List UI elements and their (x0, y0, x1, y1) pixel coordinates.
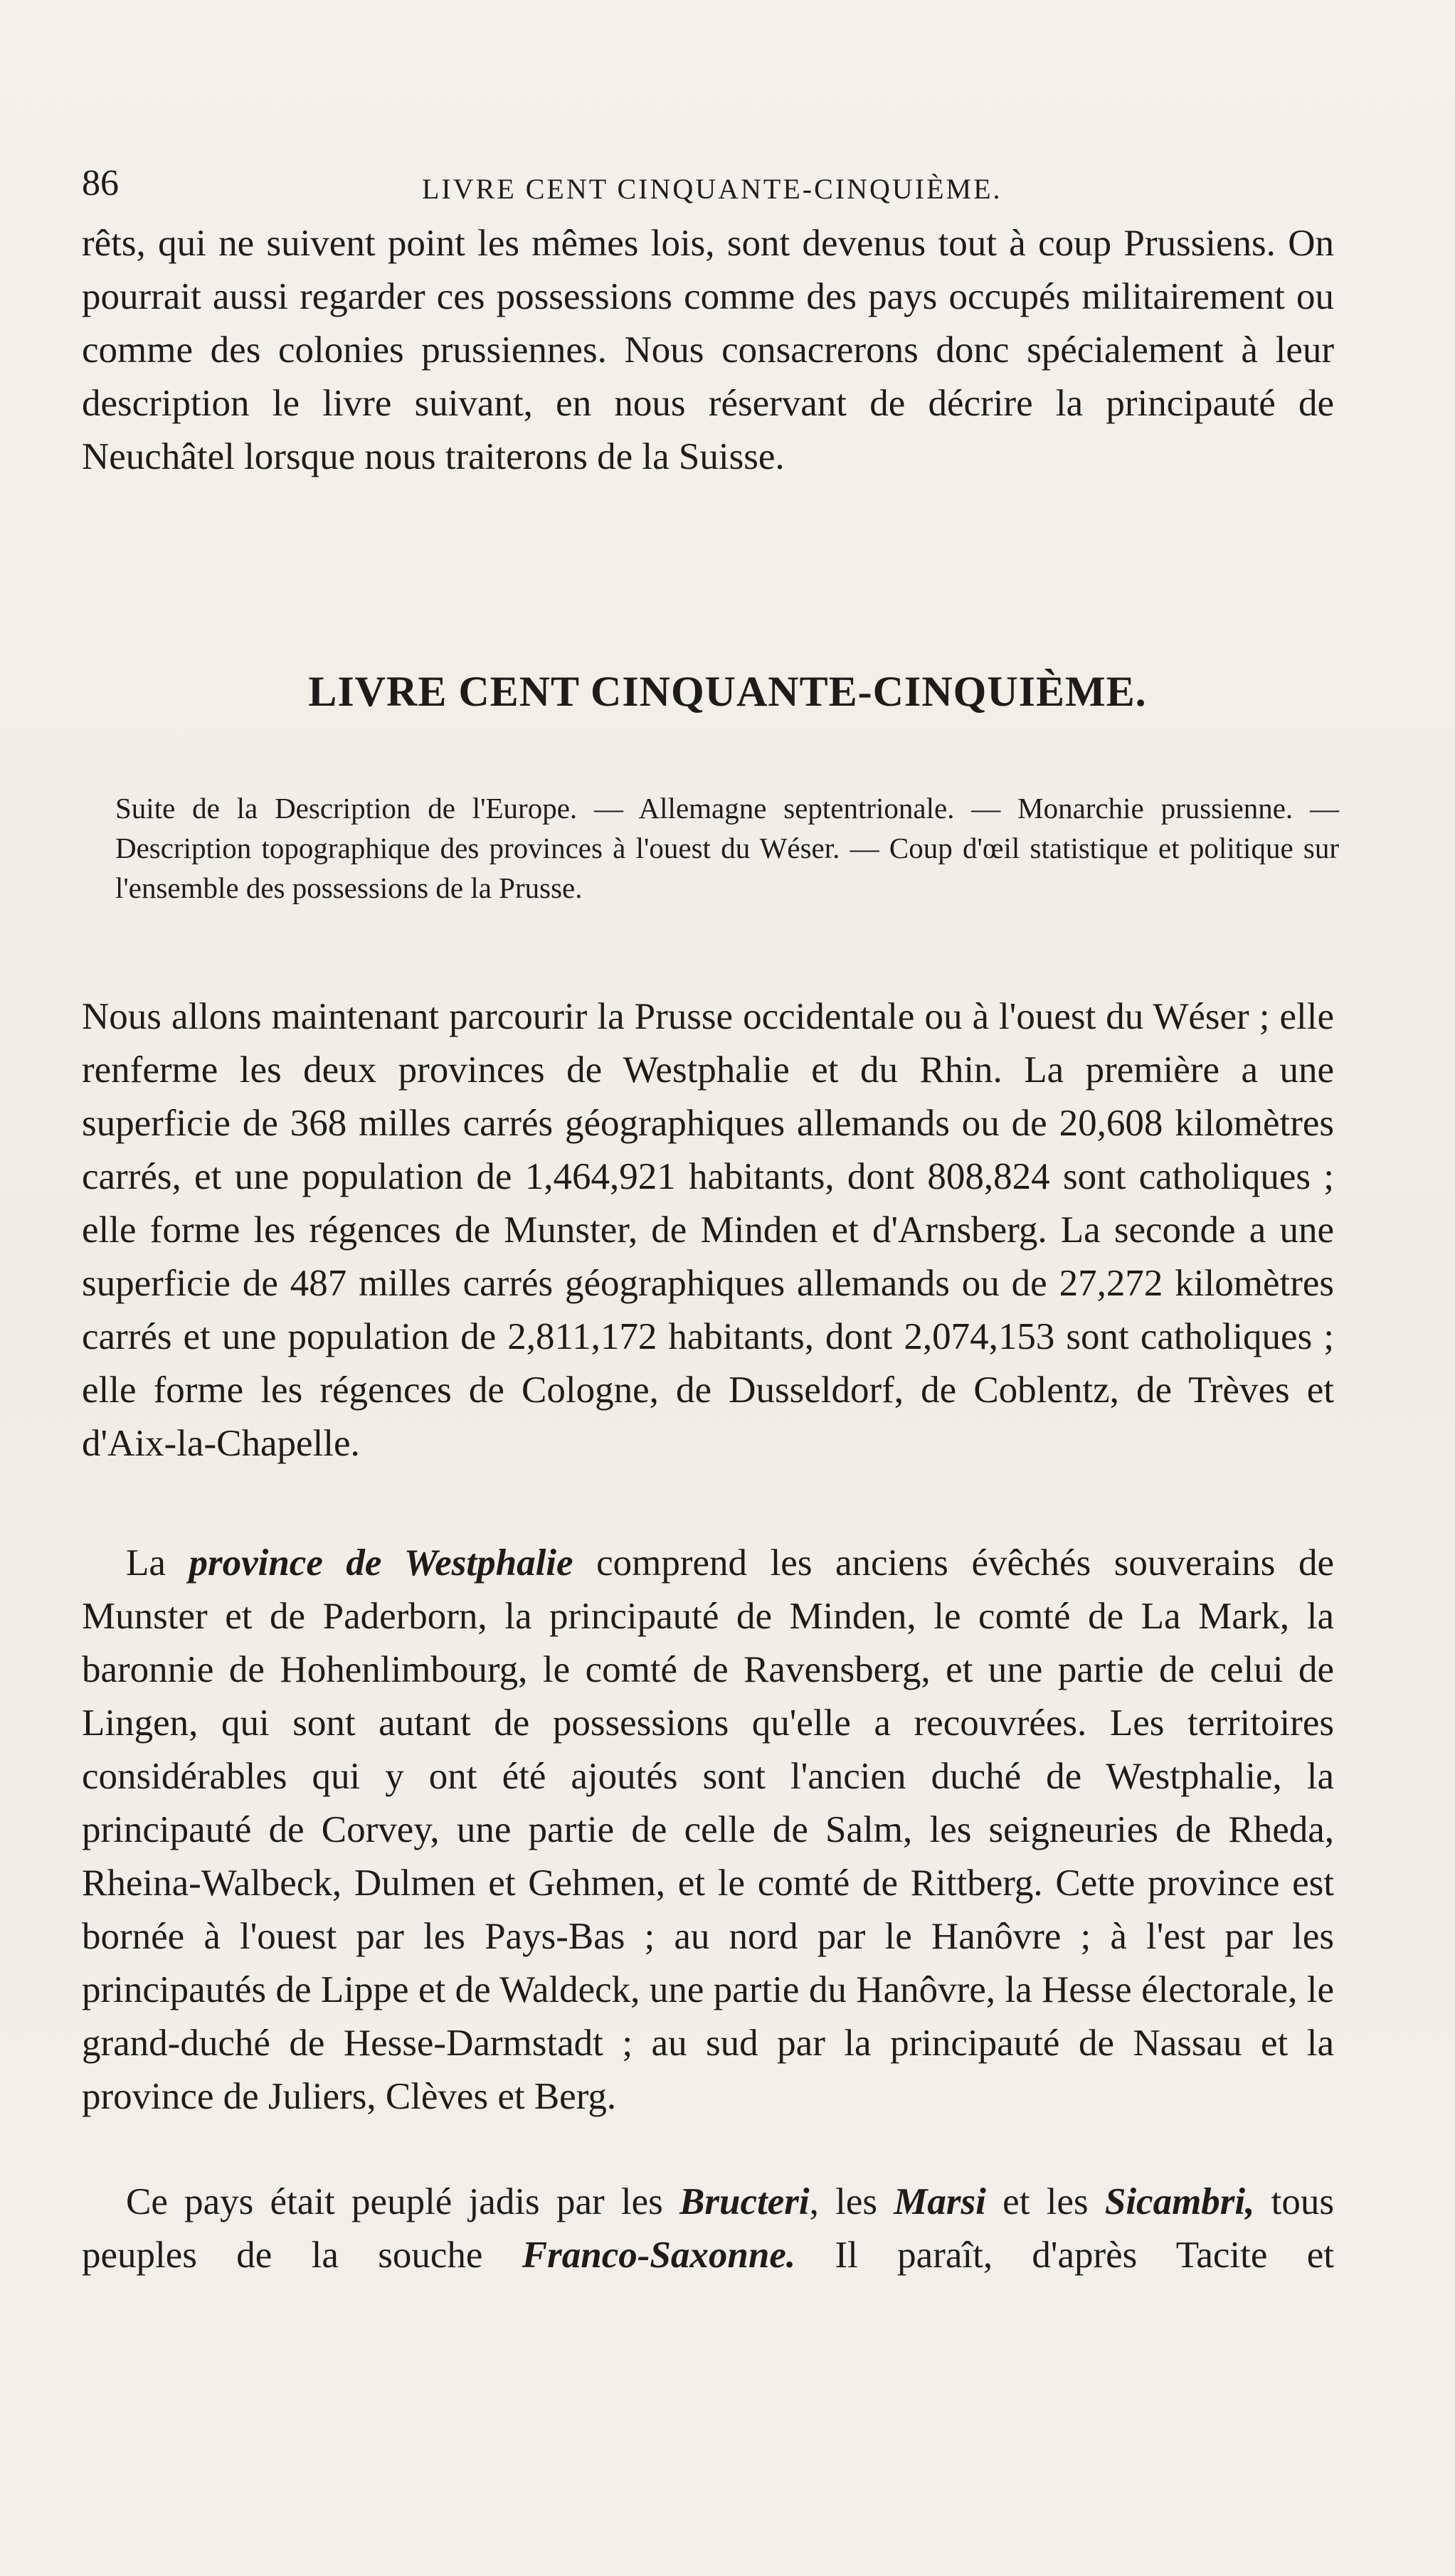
p2-rest: comprend les anciens évêchés souverains de Munster et de Paderborn, la principauté de Minden, le comté de La Mark, la baronnie de Hohenlimbourg, le comté de Ravensberg, et une partie de celui de Lingen, qui sont autant de possessions qu'elle a recouvrées. Les territoires considérables qui y ont été ajoutés sont l'ancien duché de Westphalie, la principauté de Corvey, une partie de celle de Salm, les seigneuries de Rheda, Rheina-Walbeck, Dulmen et Gehmen, et le comté de Rittberg. Cette province est bornée à l'ouest par les Pays-Bas ; au nord par le Hanôvre ; à l'est par les principautés de Lippe et de Waldeck, une partie du Hanôvre, la Hesse électorale, le grand-duché de Hesse-Darmstadt ; au sud par la principauté de Nassau et la province de Juliers, Clèves et Berg. (82, 1542, 1334, 2117)
paragraph-prusse-occidentale: Nous allons maintenant parcourir la Prusse occidentale ou à l'ouest du Wéser ; elle renferme les deux provinces de Westphalie et du Rhin. La première a une superficie de 368 milles carrés géographiques allemands ou de 20,608 kilomètres carrés, et une population de 1,464,921 habitants, dont 808,824 sont catholiques ; elle forme les régences de Munster, de Minden et d'Arnsberg. La seconde a une superficie de 487 milles carrés géographiques allemands ou de 27,272 kilomètres carrés et une population de 2,811,172 habitants, dont 2,074,153 sont catholiques ; elle forme les régences de Cologne, de Dusseldorf, de Coblentz, de Trèves et d'Aix-la-Chapelle. (82, 996, 1334, 1464)
chapter-heading: LIVRE CENT CINQUANTE-CINQUIÈME. (308, 668, 1147, 715)
p3-text-5: Il paraît, d'après Tacite et (795, 2235, 1334, 2276)
p3-italic-sicambri: Sicambri, (1104, 2181, 1255, 2222)
paragraph-peuples-anciens (82, 2175, 1334, 2289)
p3-italic-bructeri: Bructeri (679, 2181, 810, 2222)
chapter-summary: Suite de la Description de l'Europe. — Allemagne septentrionale. — Monarchie prussienne. — Description topographique des provinces à l'ouest du Wéser. — Coup d'œil statistique et politique sur l'ensemble des possessions de la Prusse. (115, 792, 1339, 904)
p3-text-2: , les (809, 2181, 894, 2222)
p3-italic-franco-saxonne: Franco-Saxonne. (522, 2235, 796, 2276)
p3-italic-marsi: Marsi (894, 2181, 986, 2222)
intro-paragraph: rêts, qui ne suivent point les mêmes lois, sont devenus tout à coup Prussiens. On pourrait aussi regarder ces possessions comme des pays occupés militairement ou comme des colonies prussiennes. Nous consacrerons donc spécialement à leur description le livre suivant, en nous réservant de décrire la principauté de Neuchâtel lorsque nous traiterons de la Suisse. (82, 223, 1334, 477)
p2-italic-province: province de Westphalie (189, 1542, 573, 1584)
running-title: LIVRE CENT CINQUANTE-CINQUIÈME. (422, 173, 1002, 205)
p3-text-1: Ce pays était peuplé jadis par les (126, 2181, 680, 2222)
paragraph-province-westphalie (82, 1537, 1334, 2177)
page-number: 86 (82, 163, 119, 203)
p2-lead: La (126, 1542, 189, 1584)
p3-text-4: tous peuples de la souche (82, 2181, 1335, 2276)
running-head (82, 162, 1334, 212)
p3-text-3: et les (985, 2181, 1105, 2222)
